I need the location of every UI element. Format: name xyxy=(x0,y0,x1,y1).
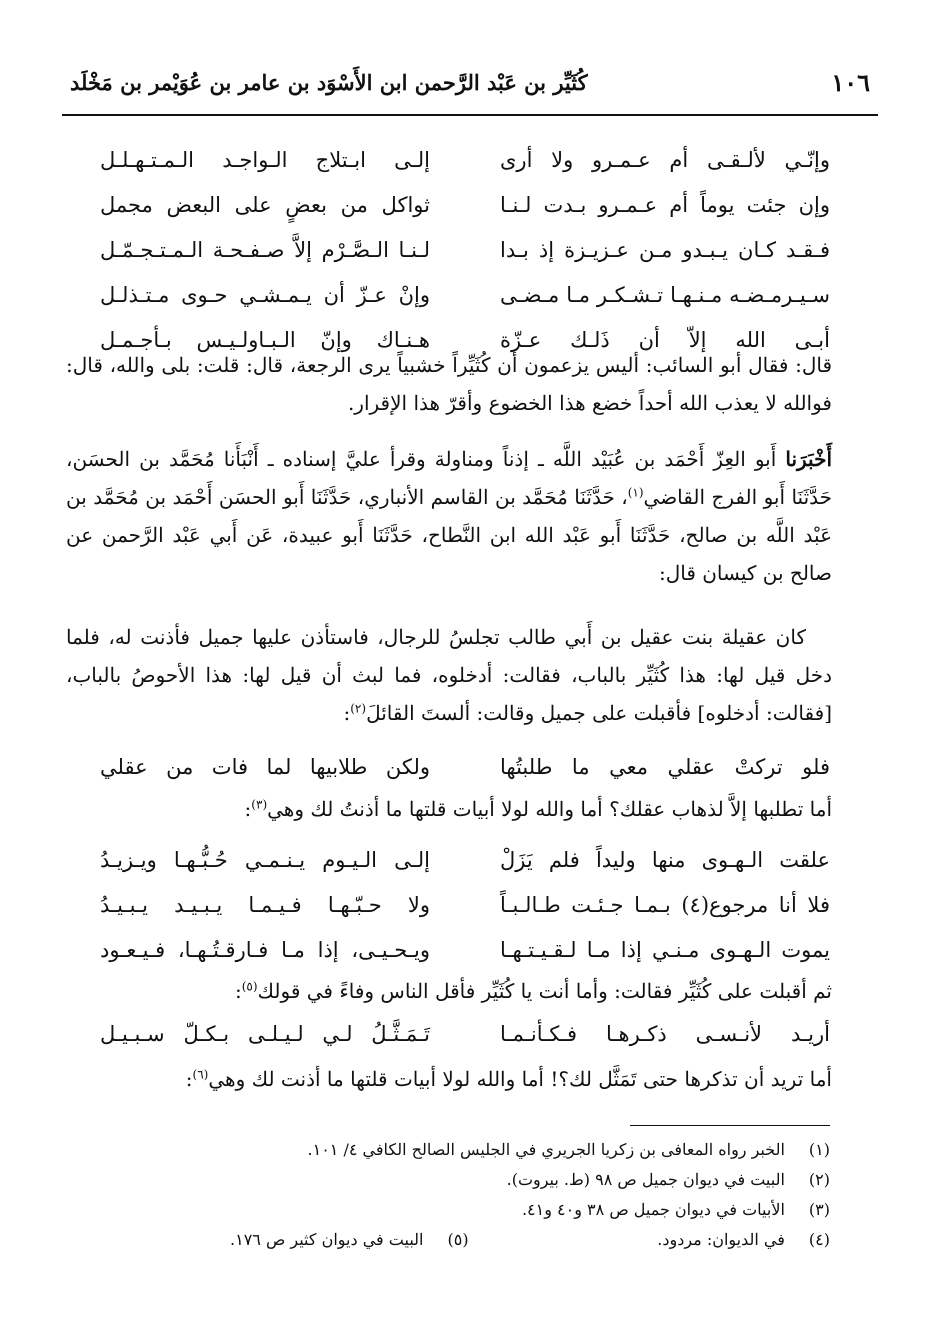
footnote xyxy=(66,1135,830,1165)
footnote-ref-6: (٦) xyxy=(192,1067,209,1082)
footnote-text: في الديوان: مردود. xyxy=(657,1230,785,1249)
second-hemistich: تَـمَـثَّـلُ لـي لـيـلـى بـكـلّ سـبـيـل xyxy=(100,1022,430,1046)
first-hemistich: فلو تركتْ عقلي معي ما طلبتُها xyxy=(500,755,830,779)
paragraph-kuthayyir xyxy=(66,972,832,1010)
reply-1-text-b: : xyxy=(244,797,252,821)
verse-line xyxy=(100,273,830,318)
running-title: كُثَيِّر بن عَبْد الرَّحمن ابن الأَسْوَد بن عامر بن عُوَيْمر بن مَخْلَد xyxy=(70,70,588,95)
paragraph-reply-2 xyxy=(66,1060,832,1098)
paragraph-reply-1 xyxy=(66,790,832,828)
verse-line xyxy=(100,228,830,273)
footnote-text: البيت في ديوان كثير ص ١٧٦. xyxy=(230,1230,424,1249)
second-hemistich: هـنـاك وإنّ الـبـاولـيـس بـأجـمـل xyxy=(100,328,430,352)
footnote-text: الأبيات في ديوان جميل ص ٣٨ و٤٠ و٤١. xyxy=(521,1200,785,1219)
footnote xyxy=(657,1225,830,1255)
footnotes xyxy=(66,1135,830,1255)
footnote-number: (٤) xyxy=(808,1230,830,1249)
first-hemistich: أبـى الله إلاّ أن ذَلـك عـزّة xyxy=(500,328,830,352)
reply-1-text-a: أما تطلبها إلاَّ لذهاب عقلك؟ أما والله لولا أبيات قلتها ما أذنتُ لك وهي xyxy=(267,797,832,821)
second-hemistich: ولكن طلابيها لما فات من عقلي xyxy=(100,755,430,779)
second-hemistich: ويـحـيـى، إذا مـا فـارقـتُـهـا، فـيـعـود xyxy=(100,938,430,962)
footnote-divider xyxy=(630,1125,830,1126)
second-hemistich: إلـى الـيـوم يـنـمـي حُـبُّـهـا ويـزيـدُ xyxy=(100,848,430,872)
second-hemistich: ولا حـبّـهـا فـيـمـا يـبـيـد يـبـيـدُ xyxy=(100,893,430,917)
paragraph-abu-al-saib: قال: فقال أبو السائب: أليس يزعمون أن كُثَيِّراً خشبياً يرى الرجعة، قال: قلت: بلى والله، قال: فوالله لا يعذب الله أحداً خضع هذا الخضوع وأقرّ هذا الإقرار. xyxy=(66,353,833,415)
first-hemistich: فلا أنا مرجوع(٤) بـمـا جـئـت طـالـبـاً xyxy=(500,893,831,917)
page-header xyxy=(62,62,878,116)
first-hemistich: أريـد لأنـسـى ذكـرهـا فـكـأنـمـا xyxy=(500,1022,830,1046)
first-hemistich: وإن جئت يوماً أم عـمـرو بـدت لـنـا xyxy=(500,193,830,217)
second-hemistich: وإنْ عـزّ أن يـمـشـي حـوى مـتـذلـل xyxy=(100,283,430,307)
verse-line xyxy=(100,838,830,883)
footnote-number: (٢) xyxy=(808,1170,830,1189)
footnote-text: البيت في ديوان جميل ص ٩٨ (ط. بيروت). xyxy=(506,1170,785,1189)
akhbarana-lead: أَخْبَرَنا xyxy=(785,447,832,471)
second-hemistich: ثواكل من بعضٍ على البعض مجمل xyxy=(100,193,430,217)
page-number: ١٠٦ xyxy=(831,68,870,97)
first-hemistich: يموت الـهـوى مـنـي إذا مـا لـقـيـتـهـا xyxy=(500,938,830,962)
aqila-text-a: كان عقيلة بنت عقيل بن أَبي طالب تجلسُ للرجال، فاستأذن عليها جميل فأذنت له، فلما دخل قيل لها: هذا كُثَيِّر بالباب، فقالت: أدخلوه، فما لبث أن قيل لها: هذا الأحوصُ بالباب، [فقالت: أدخلوه] فأقبلت على جميل وقالت: ألستَ القائلَ xyxy=(66,625,833,725)
footnote-ref-1: (١) xyxy=(627,485,644,500)
footnote-ref-5: (٥) xyxy=(241,979,258,994)
footnote-ref-2: (٢) xyxy=(350,701,367,716)
verse-line xyxy=(100,883,830,928)
verse-line xyxy=(100,928,830,973)
footnote-text: الخبر رواه المعافى بن زكريا الجريري في الجليس الصالح الكافي ٤/ ١٠١. xyxy=(307,1140,785,1159)
second-hemistich: إلـى ابـتلاج الـواجـد الـمـتـهـلـل xyxy=(100,148,430,172)
verse-line xyxy=(100,1012,830,1057)
first-hemistich: فـقـد كـان يـبـدو مـن عـزيـزة إذ بـدا xyxy=(500,238,830,262)
footnote-pair xyxy=(230,1225,830,1255)
reply-2-text-b: : xyxy=(185,1067,193,1091)
kuthayyir-text-b: : xyxy=(234,979,242,1003)
footnote-number: (٥) xyxy=(447,1230,469,1249)
poem-block-3 xyxy=(100,838,830,973)
footnote-number: (٣) xyxy=(808,1200,830,1219)
reply-2-text-a: أما تريد أن تذكرها حتى تَمَثَّل لك؟! أما والله لولا أبيات قلتها ما أذنت لك وهي xyxy=(208,1067,832,1091)
isnad-text-b: ، حَدَّثَنَا مُحَمَّد بن القاسم الأنباري، حَدَّثَنَا أَبو الحسَن أَحْمَد بن مُحَمَّد بن عَبْد اللَّه بن صالح، حَدَّثَنَا أَبو عَبْد الله ابن النَّطاح، حَدَّثَنَا أَبو عبيدة، عَن أَبي عَبْد الرَّحمن عن صالح بن كيسان قال: xyxy=(66,485,832,585)
footnote xyxy=(66,1195,830,1225)
verse-line xyxy=(100,183,830,228)
poem-block-4 xyxy=(100,1012,830,1057)
poem-block-1 xyxy=(100,138,830,363)
footnote-number: (١) xyxy=(808,1140,830,1159)
first-hemistich: علقت الـهـوى منها وليداً فلم يَزَلْ xyxy=(500,848,830,872)
second-hemistich: لـنـا الـصَّـرْم إلاَّ صـفـحـة الـمـتـجـمّـل xyxy=(100,238,430,262)
kuthayyir-text-a: ثم أقبلت على كُثَيِّر فقالت: وأما أنت يا كُثَيِّر فأقل الناس وفاءً في قولك xyxy=(257,979,832,1003)
poem-block-2 xyxy=(100,745,830,790)
paragraph-aqila xyxy=(66,618,832,732)
aqila-text-b: : xyxy=(343,701,351,725)
footnote xyxy=(230,1225,469,1255)
verse-line xyxy=(100,745,830,790)
footnote xyxy=(66,1165,830,1195)
first-hemistich: وإنّـي لألـقـى أم عـمـرو ولا أرى xyxy=(500,148,830,172)
verse-line xyxy=(100,138,830,183)
first-hemistich: سـيـرمـضـه مـنـهـا تـشـكـر مـا مـضـى xyxy=(500,283,830,307)
footnote-ref-3: (٣) xyxy=(251,797,268,812)
paragraph-isnad xyxy=(66,440,832,592)
isnad-text-a: أَبو العِزّ أَحْمَد بن عُبَيْد اللَّه ـ إذناً ومناولة وقرأ عليَّ إسناده ـ أَنْبَأَنا مُحَمَّد بن الحسَن، حَدَّثَنَا أَبو الفرج القاضي xyxy=(66,447,833,509)
